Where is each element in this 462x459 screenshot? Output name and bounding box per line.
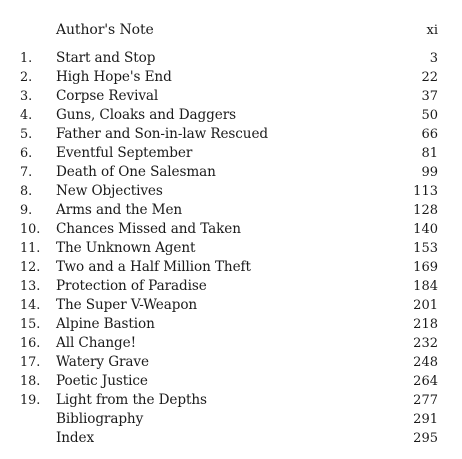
toc-entry-page: 99 — [421, 165, 438, 180]
toc-entry-title: Alpine Bastion — [56, 316, 155, 332]
toc-entry-title: Author's Note — [56, 22, 154, 38]
toc-entry — [0, 163, 462, 182]
toc-entry-title: Light from the Depths — [56, 392, 207, 408]
toc-entry-number: 14. — [20, 298, 41, 313]
toc-entry-title: Two and a Half Million Theft — [56, 259, 251, 275]
toc-entry-page: 232 — [413, 336, 438, 351]
toc-entry-page: 201 — [413, 298, 438, 313]
toc-entry-page: 153 — [413, 241, 438, 256]
toc-entry-page: 291 — [413, 412, 438, 427]
toc-entry-title: Arms and the Men — [56, 202, 183, 218]
toc-entry-title: Start and Stop — [56, 50, 156, 66]
toc-entry-title: All Change! — [56, 335, 136, 351]
toc-entry-page: 218 — [413, 317, 438, 332]
toc-entry-number: 15. — [20, 317, 41, 332]
toc-entry-page: 81 — [421, 146, 438, 161]
toc-entry — [0, 106, 462, 125]
toc-entry-number: 18. — [20, 374, 41, 389]
toc-entry-page: 50 — [421, 108, 438, 123]
toc-entry-bibliography — [0, 410, 462, 429]
toc-entry-number: 5. — [20, 127, 33, 142]
toc-entry-title: Father and Son-in-law Rescued — [56, 126, 268, 142]
toc-entry-page: 184 — [413, 279, 438, 294]
toc-entry-title: Corpse Revival — [56, 88, 159, 104]
toc-entry-page: 113 — [413, 184, 438, 199]
toc-entry-page: 169 — [413, 260, 438, 275]
toc-entry-number: 19. — [20, 393, 41, 408]
toc-entry-title: The Unknown Agent — [56, 240, 196, 256]
toc-entry-title: New Objectives — [56, 183, 163, 199]
toc-entry-page: 264 — [413, 374, 438, 389]
toc-entry — [0, 315, 462, 334]
toc-entry-number: 16. — [20, 336, 41, 351]
toc-entry-page: 277 — [413, 393, 438, 408]
toc-entry-number: 13. — [20, 279, 41, 294]
toc-entry-number: 8. — [20, 184, 33, 199]
toc-entry-number: 4. — [20, 108, 33, 123]
toc-entry-page: 3 — [429, 51, 438, 66]
toc-entry-number: 1. — [20, 51, 33, 66]
toc-entry-page: 248 — [413, 355, 438, 370]
toc-entry-page: 140 — [413, 222, 438, 237]
toc-entry-page: 37 — [421, 89, 438, 104]
toc-entry-title: Watery Grave — [56, 354, 149, 370]
toc-entry-number: 12. — [20, 260, 41, 275]
toc-entry-page: 22 — [421, 70, 438, 85]
toc-entry — [0, 334, 462, 353]
toc-entry-title: Poetic Justice — [56, 373, 148, 389]
toc-entry — [0, 68, 462, 87]
toc-entry — [0, 182, 462, 201]
toc-entry — [0, 49, 462, 68]
toc-entry — [0, 372, 462, 391]
toc-entry-page: 128 — [413, 203, 438, 218]
toc-entry — [0, 391, 462, 410]
toc-entry — [0, 258, 462, 277]
toc-entry-title: Index — [56, 430, 95, 446]
toc-entry-authors-note — [0, 21, 462, 40]
toc-entry-title: High Hope's End — [56, 69, 172, 85]
toc-entry-page: xi — [426, 23, 438, 38]
toc-entry-index — [0, 429, 462, 448]
toc-entry-title: The Super V-Weapon — [56, 297, 198, 313]
toc-entry-number: 3. — [20, 89, 33, 104]
toc-entry-number: 7. — [20, 165, 33, 180]
toc-entry-number: 11. — [20, 241, 41, 256]
toc-entry-number: 6. — [20, 146, 33, 161]
toc-entry — [0, 239, 462, 258]
toc-entry-title: Death of One Salesman — [56, 164, 216, 180]
toc-entry-page: 295 — [413, 431, 438, 446]
toc-entry — [0, 125, 462, 144]
toc-entry-number: 10. — [20, 222, 41, 237]
toc-entry-title: Bibliography — [56, 411, 144, 427]
toc-entry — [0, 87, 462, 106]
toc-entry-page: 66 — [421, 127, 438, 142]
toc-entry-title: Protection of Paradise — [56, 278, 207, 294]
toc-entry-title: Chances Missed and Taken — [56, 221, 241, 237]
toc-entry — [0, 353, 462, 372]
toc-entry-title: Guns, Cloaks and Daggers — [56, 107, 236, 123]
toc-entry-number: 17. — [20, 355, 41, 370]
toc-entry — [0, 296, 462, 315]
toc-entry-title: Eventful September — [56, 145, 193, 161]
toc-entry — [0, 220, 462, 239]
toc-entry — [0, 201, 462, 220]
toc-entry-number: 2. — [20, 70, 33, 85]
toc-entry — [0, 144, 462, 163]
toc-entry-number: 9. — [20, 203, 33, 218]
toc-entry — [0, 277, 462, 296]
